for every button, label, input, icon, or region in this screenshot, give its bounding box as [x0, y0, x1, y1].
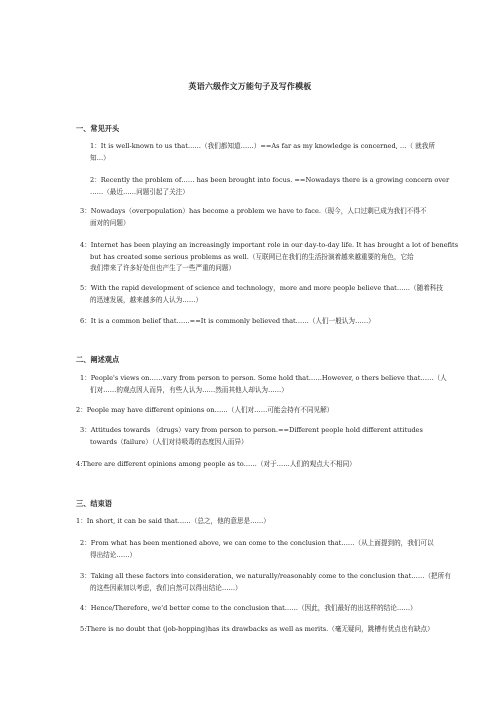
section-heading-conclusion: 三、结束语: [76, 499, 112, 508]
section-heading-viewpoints: 二、阐述观点: [76, 355, 120, 364]
list-item: 1：In short, it can be said that……（总之，他的意思是……）: [76, 517, 270, 525]
list-item: 1：People's views on……vary from person to person. Some hold that……However, o thers believe that……（人 们对……的观点因人而异，有些人认为……然而其他人却认为……）: [80, 374, 447, 394]
list-item: 2：People may have different opinions on……（人们对……可能会持有不同见解）: [76, 406, 334, 414]
list-item: 2：Recently the problem of…… has been brought into focus. ==Nowadays there is a growing concern over ……（最近……问题引起了关注）: [90, 176, 450, 196]
list-item: 5：With the rapid development of science and technology，more and more people believe that……（随着科技 的迅速发展，越来越多的人认为……）: [80, 284, 443, 304]
document-title: 英语六级作文万能句子及写作模板: [188, 82, 312, 91]
list-item: 5:There is no doubt that (job-hopping)has its drawbacks as well as merits.（毫无疑问，跳槽有优点也有缺点）: [80, 625, 434, 633]
list-item: 3：Nowadays（overpopulation）has become a problem we have to face.（现今，人口过剩已成为我们不得不 面对的问题）: [80, 207, 427, 227]
list-item: 1：It is well-known to us that……（我们都知道……）==As far as my knowledge is concerned, …（ 就我所 知…）: [90, 142, 435, 162]
list-item: 4：Hence/Therefore, we'd better come to the conclusion that……（因此，我们最好的出这样的结论……）: [80, 604, 417, 612]
list-item: 2：From what has been mentioned above, we can come to the conclusion that……（从上面提到的，我们可以 得出结论……）: [80, 539, 434, 559]
section-heading-opening: 一、常见开头: [76, 124, 120, 133]
list-item: 4:There are different opinions among people as to……（对于……人们的观点大不相同）: [76, 460, 356, 468]
list-item: 3：Attitudes towards （drugs）vary from person to person.==Different people hold different attitudes towards（failure）（人们对待吸毒的态度因人而异）: [80, 426, 423, 446]
list-item: 3：Taking all these factors into consideration, we naturally/reasonably come to the conclusion that……（把所有 的这些因素加以考虑，我们自然可以得出结论……）: [80, 572, 451, 592]
list-item: 4：Internet has been playing an increasingly important role in our day-to-day life. It has brought a lot of benefits but has created some serious problems as well.（互联网已在我们的生活扮演着越来越重要的角色，它给 我们带来了许多好处但也产生了一些严重的问题）: [80, 241, 459, 272]
list-item: 6：It is a common belief that……==It is commonly believed that……（人们一般认为……）: [80, 317, 375, 325]
